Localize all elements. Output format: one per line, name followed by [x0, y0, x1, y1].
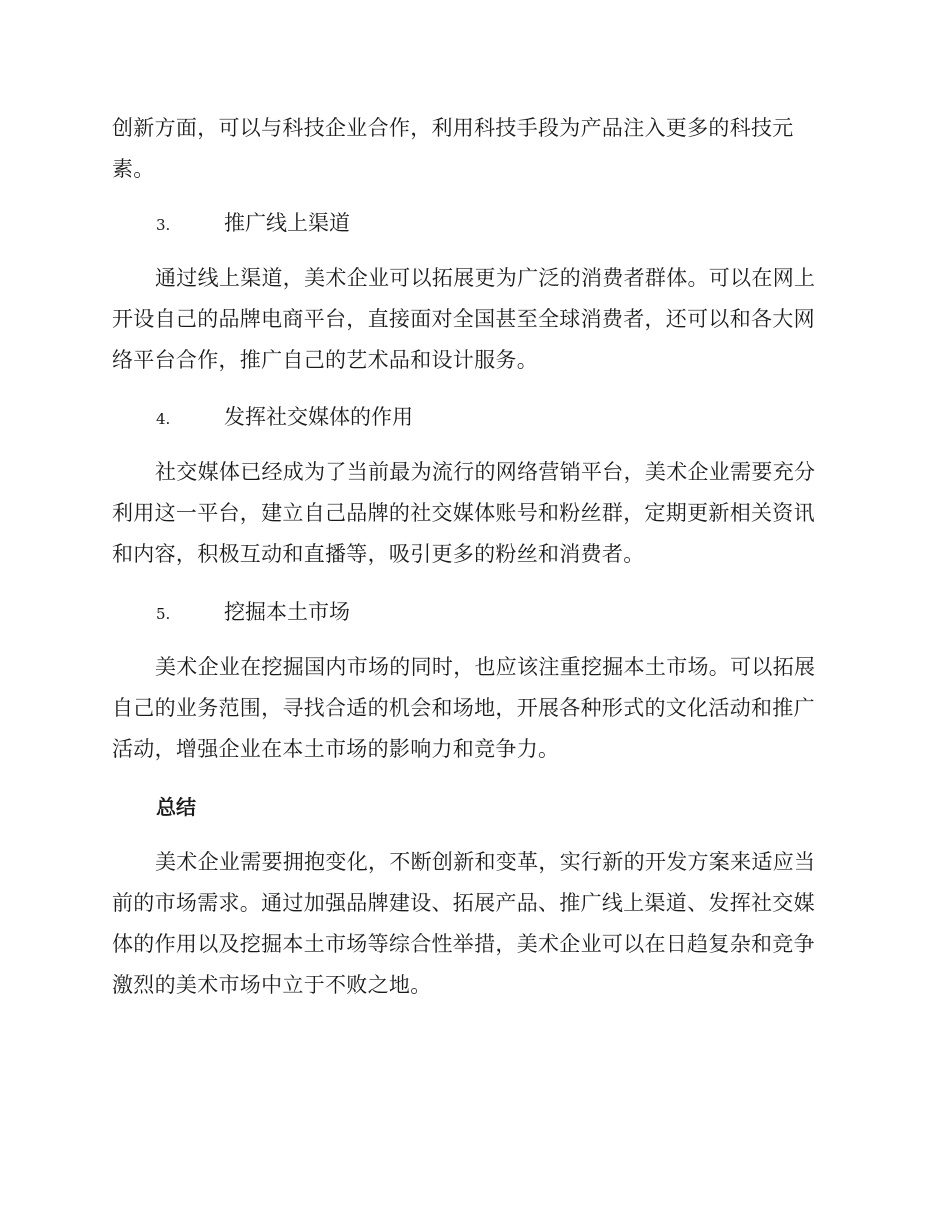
continued-paragraph — [112, 108, 832, 190]
section-paragraph-5 — [112, 647, 832, 770]
section-title: 发挥社交媒体的作用 — [224, 405, 413, 429]
section-title: 挖掘本土市场 — [224, 600, 350, 624]
summary-heading: 总结 — [156, 795, 196, 819]
paragraph-line: 激烈的美术市场中立于不败之地。 — [112, 973, 432, 997]
paragraph-line: 前的市场需求。通过加强品牌建设、拓展产品、推广线上渠道、发挥社交媒 — [112, 891, 815, 915]
paragraph-line: 自己的业务范围，寻找合适的机会和场地，开展各种形式的文化活动和推广 — [112, 696, 815, 720]
paragraph-line: 活动，增强企业在本土市场的影响力和竞争力。 — [112, 737, 560, 761]
section-paragraph-4 — [112, 452, 832, 575]
section-heading-3 — [156, 203, 350, 246]
paragraph-line: 通过线上渠道，美术企业可以拓展更为广泛的消费者群体。可以在网上 — [155, 266, 816, 290]
paragraph-line: 美术企业需要拥抱变化，不断创新和变革，实行新的开发方案来适应当 — [155, 850, 816, 874]
section-heading-5 — [156, 592, 350, 635]
paragraph-line: 创新方面，可以与科技企业合作，利用科技手段为产品注入更多的科技元 — [112, 116, 794, 140]
summary-paragraph — [112, 842, 832, 1006]
paragraph-line: 络平台合作，推广自己的艺术品和设计服务。 — [112, 348, 538, 372]
paragraph-line: 美术企业在挖掘国内市场的同时，也应该注重挖掘本土市场。可以拓展 — [155, 655, 816, 679]
section-number: 3. — [156, 216, 171, 234]
paragraph-line: 开设自己的品牌电商平台，直接面对全国甚至全球消费者，还可以和各大网 — [112, 307, 815, 331]
paragraph-line: 社交媒体已经成为了当前最为流行的网络营销平台，美术企业需要充分 — [155, 460, 816, 484]
section-heading-4 — [156, 397, 413, 440]
paragraph-line: 体的作用以及挖掘本土市场等综合性举措，美术企业可以在日趋复杂和竞争 — [112, 932, 815, 956]
paragraph-line: 和内容，积极互动和直播等，吸引更多的粉丝和消费者。 — [112, 542, 645, 566]
paragraph-line: 利用这一平台，建立自己品牌的社交媒体账号和粉丝群，定期更新相关资讯 — [112, 501, 815, 525]
section-number: 4. — [156, 410, 171, 428]
section-title: 推广线上渠道 — [224, 211, 350, 235]
section-paragraph-3 — [112, 258, 832, 381]
section-number: 5. — [156, 605, 171, 623]
paragraph-line: 素。 — [112, 157, 155, 181]
